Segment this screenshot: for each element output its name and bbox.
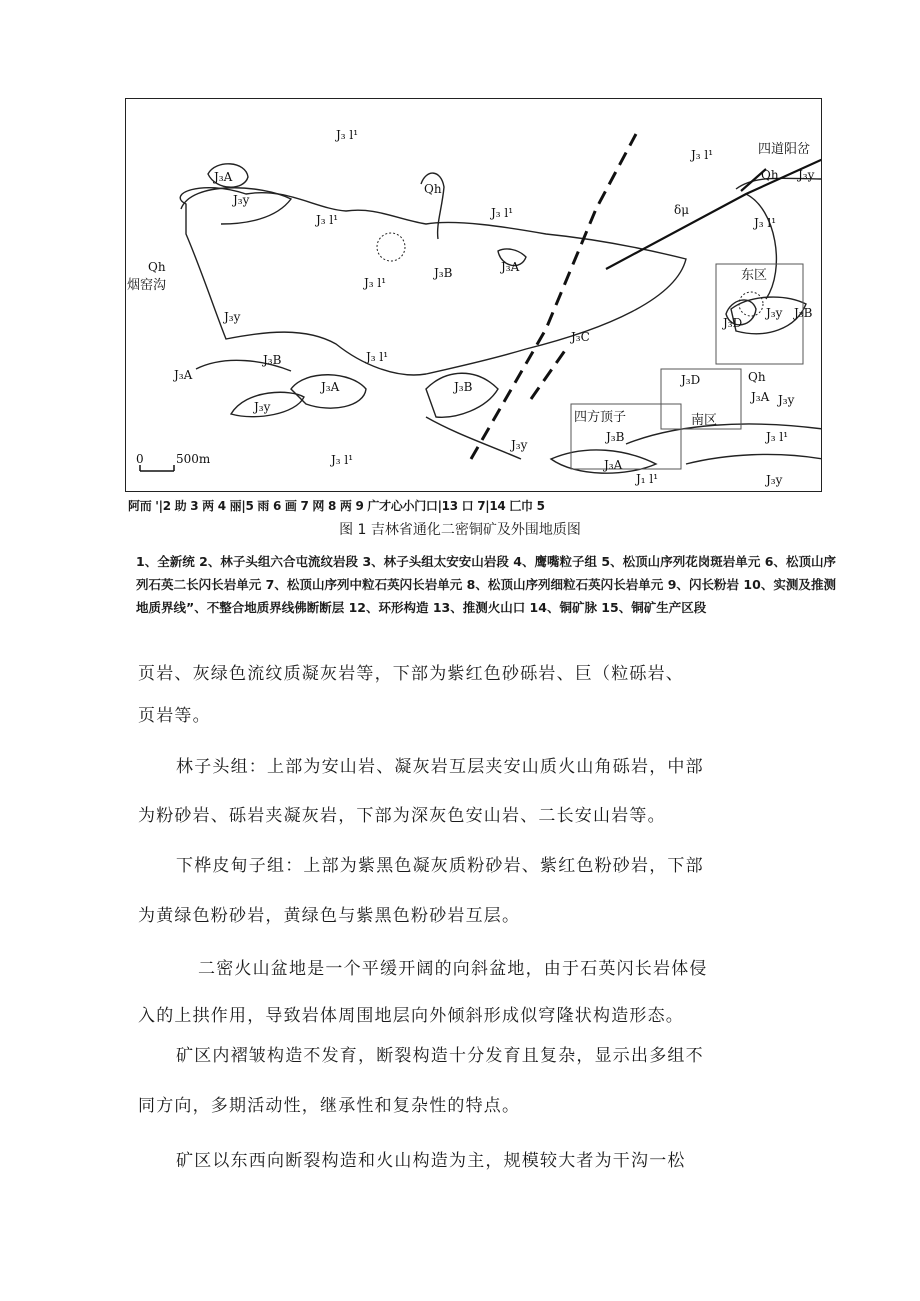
- place-dongqu: 东区: [741, 268, 768, 283]
- geologic-map: [125, 98, 822, 492]
- place-sifangdingzi: 四方顶子: [574, 410, 627, 425]
- place-nanqu: 南区: [691, 413, 718, 428]
- boundary-southeast: [626, 424, 822, 444]
- label-j1l1: J₁ l¹: [636, 472, 659, 486]
- label-j3l1: J₃ l¹: [364, 276, 387, 290]
- label-j3l1: J₃ l¹: [331, 453, 354, 467]
- label-j3d: J₃D: [681, 373, 701, 387]
- inferred-fault-branch: [531, 349, 566, 399]
- paragraph-line: 为粉砂岩、砾岩夹凝灰岩，下部为深灰色安山岩、二长安山岩等。: [138, 806, 666, 826]
- label-j3a: J₃A: [321, 380, 340, 394]
- label-j3b: J₃B: [434, 266, 453, 280]
- paragraph-line: 二密火山盆地是一个平缓开阔的向斜盆地，由于石英闪长岩体侵: [198, 959, 708, 979]
- label-j3c: J₃C: [571, 330, 590, 344]
- label-j3l1: J₃ l¹: [366, 350, 389, 364]
- label-j3a: J₃A: [751, 390, 770, 404]
- label-j3l1: J₃ l¹: [316, 213, 339, 227]
- place-yanyaogou: 烟窑沟: [127, 278, 167, 293]
- ring-structure-west: [377, 233, 405, 261]
- label-j3a: J₃A: [214, 170, 233, 184]
- label-j3y: J₃y: [254, 400, 271, 414]
- legend-description: 1、全新统 2、林子头组六合屯流纹岩段 3、林子头组太安安山岩段 4、鹰嘴粒子组 5、松顶山序列花岗斑岩单元 6、松顶山序列石英二长闪长岩单元 7、松顶山序列中粒石英闪长岩单元 8、松顶山序列细粒石英闪长岩单元 9、闪长粉岩 10、实测及推测地质界线”、不整合地质界线佛断断层 12、环形构造 13、推测火山口 14、铜矿脉 15、铜矿生产区段: [136, 554, 836, 615]
- label-j3y: J₃y: [766, 306, 783, 320]
- paragraph-line: 林子头组：上部为安山岩、凝灰岩互层夹安山质火山角砾岩，中部: [176, 757, 704, 777]
- label-j3b: J₃B: [454, 380, 473, 394]
- boundary-east-curve: [746, 194, 776, 299]
- paragraph-line: 页岩、灰绿色流纹质凝灰岩等，下部为紫红色砂砾岩、巨（粒砾岩、: [138, 664, 684, 684]
- label-j3l1: J₃ l¹: [754, 216, 777, 230]
- label-j3y: J₃y: [233, 193, 250, 207]
- paragraph-line: 下桦皮甸子组：上部为紫黑色凝灰质粉砂岩、紫红色粉砂岩，下部: [176, 856, 704, 876]
- paragraph-line: 页岩等。: [138, 706, 211, 726]
- geologic-map-drawing: [126, 99, 822, 492]
- label-j3a: J₃A: [174, 368, 193, 382]
- label-qh: Qh: [424, 182, 442, 196]
- ring-structure-east: [739, 292, 763, 316]
- label-j3a: J₃A: [501, 260, 520, 274]
- label-delta-mu: δμ: [674, 203, 690, 217]
- paragraph-line: 矿区以东西向断裂构造和火山构造为主，规模较大者为干沟一松: [176, 1151, 686, 1171]
- label-qh: Qh: [761, 168, 779, 182]
- label-j3b: J₃B: [263, 353, 282, 367]
- scale-label-500m: 500m: [176, 452, 211, 466]
- label-j3a: J₃A: [604, 458, 623, 472]
- label-j3y: J₃y: [798, 168, 815, 182]
- paragraph-line: 入的上拱作用，导致岩体周围地层向外倾斜形成似穹隆状构造形态。: [138, 1006, 684, 1026]
- label-qh: Qh: [748, 370, 766, 384]
- map-legend-codes: 阿而 '|2 助 3 两 4 丽|5 雨 6 画 7 网 8 两 9 广才心小门口|13 口 7|14 匚巾 5: [128, 499, 545, 513]
- label-j3l1: J₃ l¹: [491, 206, 514, 220]
- label-qh: Qh: [148, 260, 166, 274]
- place-sidaoyangcha: 四道阳岔: [758, 142, 811, 157]
- label-j3l1: J₃ l¹: [336, 128, 359, 142]
- label-j3b: J₃B: [606, 430, 625, 444]
- paragraph-line: 为黄绿色粉砂岩，黄绿色与紫黑色粉砂岩互层。: [138, 906, 521, 926]
- label-j3y: J₃y: [511, 438, 528, 452]
- paragraph-line: 矿区内褶皱构造不发育，断裂构造十分发育且复杂，显示出多组不: [176, 1046, 704, 1066]
- label-j3y: J₃y: [778, 393, 795, 407]
- boundary-southeast-lower: [686, 454, 822, 464]
- paragraph-line: 同方向，多期活动性，继承性和复杂性的特点。: [138, 1096, 521, 1116]
- label-j3l1: J₃ l¹: [766, 430, 789, 444]
- label-j3l1: J₃ l¹: [691, 148, 714, 162]
- figure-caption: 图 1 吉林省通化二密铜矿及外围地质图: [339, 522, 581, 538]
- label-j3b: J₃B: [794, 306, 813, 320]
- scale-label-zero: 0: [136, 452, 144, 466]
- label-j3y: J₃y: [224, 310, 241, 324]
- boundary-west-unit: [180, 188, 686, 375]
- fault-northeast: [606, 159, 822, 269]
- label-j3d: J₃D: [723, 316, 743, 330]
- label-j3y: J₃y: [766, 473, 783, 487]
